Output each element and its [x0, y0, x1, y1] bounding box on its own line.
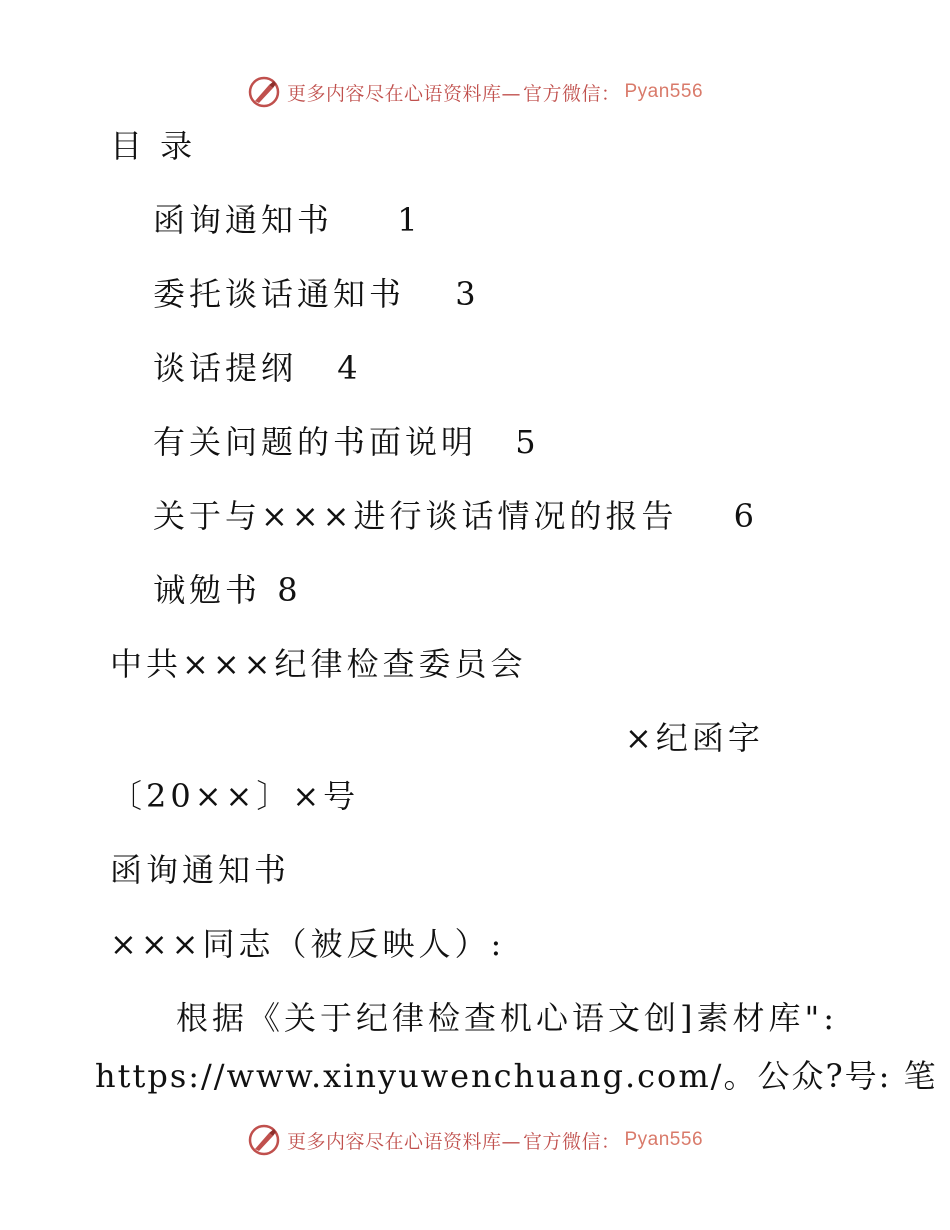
toc-entry-page: 4 [337, 349, 362, 387]
toc-entry [153, 274, 480, 314]
document-number-year: 〔20××〕×号 [110, 777, 360, 815]
watermark-text: 更多内容尽在心语资料库— [286, 1130, 521, 1153]
watermark-wechat-label: 官方微信： [522, 1130, 621, 1153]
toc-entry-page: 3 [455, 275, 480, 313]
toc-entry [153, 200, 422, 240]
toc-entry-label: 谈话提纲 [153, 349, 298, 387]
addressee: ×××同志（被反映人）: [110, 925, 506, 963]
watermark-wechat-label: 官方微信： [522, 82, 621, 105]
watermark-wechat-id: Pyan556 [624, 81, 704, 102]
watermark-wechat-id: Pyan556 [624, 1129, 704, 1150]
toc-entry-label: 有关问题的书面说明 [153, 423, 478, 461]
watermark-text: 更多内容尽在心语资料库— [286, 82, 521, 105]
document-number: ×纪函字 [625, 719, 764, 757]
toc-entry-label: 关于与×××进行谈话情况的报告 [153, 497, 678, 535]
pen-logo-icon [247, 75, 281, 109]
document-title: 函询通知书 [110, 851, 291, 889]
watermark-header [0, 72, 950, 112]
toc-title: 目 录 [110, 127, 197, 165]
pen-logo-icon [247, 1123, 281, 1157]
body-paragraph-line: https://www.xinyuwenchuang.com/。公众?号: 笔 [95, 1057, 938, 1095]
toc-entry [153, 496, 758, 536]
toc-entry [153, 348, 362, 388]
toc-entry-page: 8 [277, 571, 302, 609]
toc-entry-page: 1 [397, 201, 422, 239]
body-paragraph-line: 根据《关于纪律检查机心语文创]素材库": [176, 999, 838, 1037]
toc-entry-label: 函询通知书 [153, 201, 334, 239]
toc-entry-label: 委托谈话通知书 [153, 275, 406, 313]
toc-entry [153, 570, 302, 610]
toc-entry [153, 422, 540, 462]
toc-entry-page: 6 [733, 497, 758, 535]
toc-entry-page: 5 [515, 423, 540, 461]
watermark-footer [0, 1120, 950, 1160]
issuing-organization: 中共×××纪律检查委员会 [110, 645, 527, 683]
toc-entry-label: 诫勉书 [153, 571, 262, 609]
